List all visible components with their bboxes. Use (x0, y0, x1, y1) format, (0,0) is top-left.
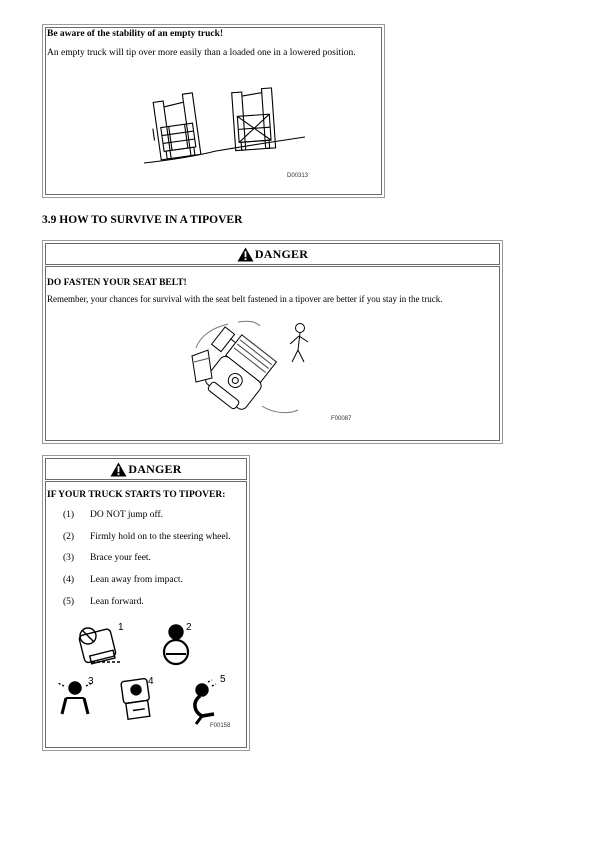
pictogram-number: 3 (88, 676, 94, 687)
pictogram-number: 5 (220, 674, 226, 685)
figure-code-f00158: F00158 (210, 723, 231, 729)
list-item-text: DO NOT jump off. (90, 510, 164, 520)
pictogram-number: 2 (186, 622, 192, 633)
warning-triangle-icon (110, 462, 127, 477)
danger-label-2: DANGER (128, 461, 182, 476)
danger-header-2 (46, 459, 246, 479)
pictogram-number: 1 (118, 622, 124, 633)
danger-header-1 (46, 244, 499, 264)
list-item-text: Brace your feet. (90, 553, 151, 563)
list-item-text: Lean away from impact. (90, 575, 183, 585)
truck-tipover-illustration (190, 318, 330, 418)
seatbelt-body: Remember, your chances for survival with the seat belt fastened in a tipover are better if you stay in the truck. (47, 294, 443, 304)
list-item-number: (4) (63, 575, 75, 585)
stability-title: Be aware of the stability of an empty truck! (47, 29, 224, 39)
danger-box-tipover-header (45, 458, 247, 480)
danger-box-seatbelt-header (45, 243, 500, 265)
list-item-number: (1) (63, 510, 75, 520)
list-item-text: Firmly hold on to the steering wheel. (90, 532, 231, 542)
empty-truck-slope-illustration (140, 85, 320, 170)
list-item-number: (3) (63, 553, 75, 563)
danger-label-1: DANGER (254, 246, 309, 261)
tipover-title: IF YOUR TRUCK STARTS TO TIPOVER: (47, 490, 226, 500)
seatbelt-title: DO FASTEN YOUR SEAT BELT! (47, 278, 187, 288)
section-heading: 3.9 HOW TO SURVIVE IN A TIPOVER (42, 214, 243, 226)
list-item-text: Lean forward. (90, 597, 144, 607)
list-item-number: (2) (63, 532, 75, 542)
tipover-survival-pictograms (52, 618, 242, 738)
figure-code-d00313: D00313 (287, 173, 309, 179)
figure-code-f00087: F00087 (331, 416, 352, 422)
list-item-number: (5) (63, 597, 75, 607)
stability-body: An empty truck will tip over more easily than a loaded one in a lowered position. (47, 48, 356, 58)
warning-triangle-icon (237, 247, 254, 262)
pictogram-number: 4 (148, 676, 154, 687)
